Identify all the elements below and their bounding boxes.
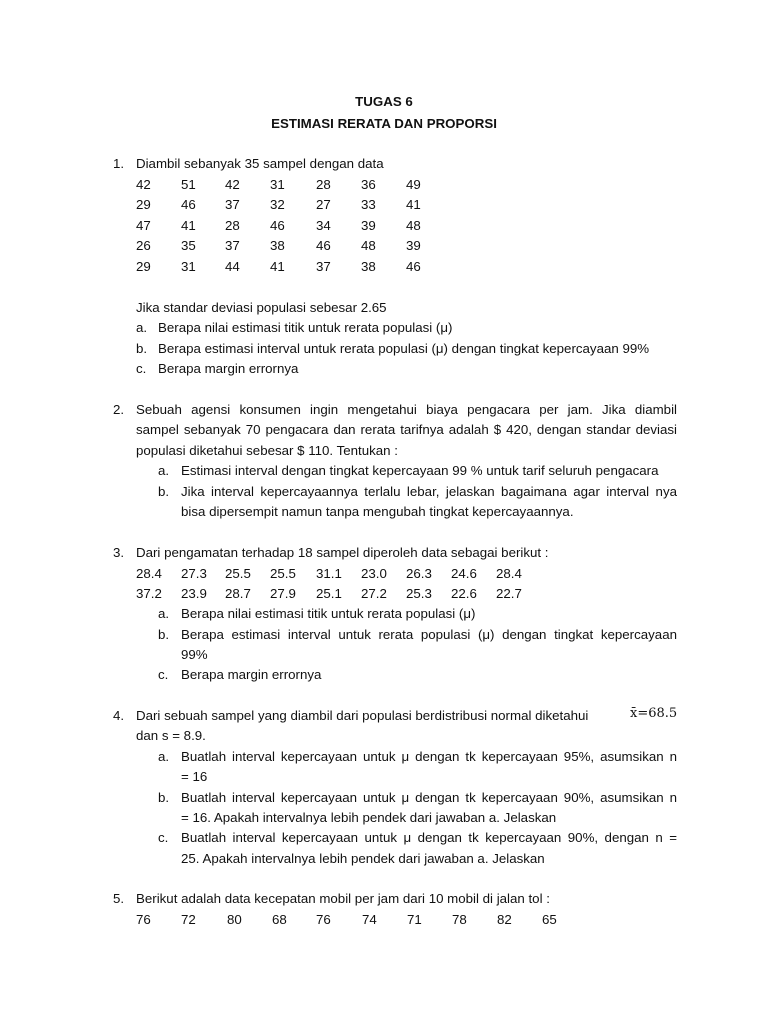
q2-item-b-text-2: bisa dipersempit namun tanpa mengubah tingkat kepercayaannya. (181, 504, 574, 519)
q2-number: 2. (113, 402, 125, 417)
q4-item-c-text-2: 25. Apakah intervalnya lebih pendek dari jawaban a. Jelaskan (181, 851, 545, 866)
q3-item-b-label: b. (158, 627, 170, 642)
q1-number: 1. (113, 156, 125, 171)
data-value: 71 (407, 912, 422, 927)
q4-item-b-label: b. (158, 790, 170, 805)
table-cell: 37.2 (136, 586, 162, 601)
table-cell: 23.9 (181, 586, 207, 601)
q4-item-a-label: a. (158, 749, 170, 764)
table-cell: 35 (181, 238, 196, 253)
table-cell: 42 (225, 177, 240, 192)
table-cell: 25.3 (406, 586, 432, 601)
table-cell: 51 (181, 177, 196, 192)
table-cell: 34 (316, 218, 331, 233)
table-cell: 32 (270, 197, 285, 212)
q1-intro: Diambil sebanyak 35 sampel dengan data (136, 156, 384, 171)
q4-item-a-text-1: Buatlah interval kepercayaan untuk μ dengan tk kepercayaan 95%, asumsikan n (181, 749, 677, 764)
table-cell: 37 (225, 197, 240, 212)
q1-item-b-label: b. (136, 341, 148, 356)
q4-item-c-text-1: Buatlah interval kepercayaan untuk μ dengan tk kepercayaan 90%, dengan n = (181, 830, 677, 845)
q3-intro: Dari pengamatan terhadap 18 sampel diperoleh data sebagai berikut : (136, 545, 549, 560)
q2-item-b-text-1: Jika interval kepercayaannya terlalu lebar, jelaskan bagaimana agar interval nya (181, 484, 677, 499)
q2-line-2: sampel sebanyak 70 pengacara dan rerata tarifnya adalah $ 420, dengan standar deviasi (136, 422, 677, 437)
q4-number: 4. (113, 708, 125, 723)
table-cell: 49 (406, 177, 421, 192)
q3-item-b-text-1: Berapa estimasi interval untuk rerata populasi (μ) dengan tingkat kepercayaan (181, 627, 677, 642)
table-cell: 39 (406, 238, 421, 253)
q1-item-b-text: Berapa estimasi interval untuk rerata populasi (μ) dengan tingkat kepercayaan 99% (158, 341, 650, 356)
table-cell: 27.2 (361, 586, 387, 601)
q1-note: Jika standar deviasi populasi sebesar 2.65 (136, 300, 387, 315)
data-value: 68 (272, 912, 287, 927)
data-value: 74 (362, 912, 377, 927)
table-cell: 26.3 (406, 566, 432, 581)
table-cell: 48 (406, 218, 421, 233)
table-cell: 29 (136, 197, 151, 212)
table-cell: 26 (136, 238, 151, 253)
table-cell: 28.7 (225, 586, 251, 601)
table-cell: 38 (361, 259, 376, 274)
table-cell: 31 (270, 177, 285, 192)
data-value: 82 (497, 912, 512, 927)
table-cell: 31.1 (316, 566, 342, 581)
table-cell: 39 (361, 218, 376, 233)
table-cell: 22.7 (496, 586, 522, 601)
q2-line-1: Sebuah agensi konsumen ingin mengetahui biaya pengacara per jam. Jika diambil (136, 402, 677, 417)
table-cell: 25.5 (225, 566, 251, 581)
doc-title: TUGAS 6 (355, 94, 413, 109)
q3-item-c-label: c. (158, 667, 169, 682)
table-cell: 27.3 (181, 566, 207, 581)
q3-number: 3. (113, 545, 125, 560)
q4-item-b-text-2: = 16. Apakah intervalnya lebih pendek dari jawaban a. Jelaskan (181, 810, 557, 825)
table-cell: 28.4 (496, 566, 522, 581)
table-cell: 36 (361, 177, 376, 192)
data-value: 78 (452, 912, 467, 927)
table-cell: 33 (361, 197, 376, 212)
table-cell: 44 (225, 259, 240, 274)
table-cell: 27.9 (270, 586, 296, 601)
q4-item-b-text-1: Buatlah interval kepercayaan untuk μ dengan tk kepercayaan 90%, asumsikan n (181, 790, 677, 805)
data-value: 72 (181, 912, 196, 927)
q4-line-1: Dari sebuah sampel yang diambil dari populasi berdistribusi normal diketahui (136, 708, 589, 723)
table-cell: 42 (136, 177, 151, 192)
q2-item-a-text: Estimasi interval dengan tingkat kepercayaan 99 % untuk tarif seluruh pengacara (181, 463, 659, 478)
q1-item-a-text: Berapa nilai estimasi titik untuk rerata populasi (μ) (158, 320, 453, 335)
doc-subtitle: ESTIMASI RERATA DAN PROPORSI (271, 116, 497, 131)
q4-line-2: dan s = 8.9. (136, 728, 206, 743)
q3-item-c-text: Berapa margin errornya (181, 667, 322, 682)
table-cell: 41 (270, 259, 285, 274)
q4-item-a-text-2: = 16 (181, 769, 208, 784)
q3-item-b-text-2: 99% (181, 647, 208, 662)
table-cell: 37 (225, 238, 240, 253)
q3-item-a-text: Berapa nilai estimasi titik untuk rerata populasi (μ) (181, 606, 476, 621)
table-cell: 41 (406, 197, 421, 212)
table-cell: 48 (361, 238, 376, 253)
table-cell: 27 (316, 197, 331, 212)
table-cell: 25.5 (270, 566, 296, 581)
table-cell: 22.6 (451, 586, 477, 601)
table-cell: 24.6 (451, 566, 477, 581)
table-cell: 31 (181, 259, 196, 274)
table-cell: 47 (136, 218, 151, 233)
q3-item-a-label: a. (158, 606, 170, 621)
q2-item-b-label: b. (158, 484, 170, 499)
table-cell: 28.4 (136, 566, 162, 581)
table-cell: 37 (316, 259, 331, 274)
table-cell: 46 (316, 238, 331, 253)
data-value: 76 (316, 912, 331, 927)
q4-item-c-label: c. (158, 830, 169, 845)
data-value: 65 (542, 912, 557, 927)
table-cell: 38 (270, 238, 285, 253)
data-value: 76 (136, 912, 151, 927)
q4-xbar-formula: x̄=68.5 (630, 706, 678, 721)
data-value: 80 (227, 912, 242, 927)
table-cell: 23.0 (361, 566, 387, 581)
table-cell: 46 (181, 197, 196, 212)
table-cell: 25.1 (316, 586, 342, 601)
table-cell: 28 (316, 177, 331, 192)
q1-item-a-label: a. (136, 320, 148, 335)
table-cell: 29 (136, 259, 151, 274)
q5-intro: Berikut adalah data kecepatan mobil per jam dari 10 mobil di jalan tol : (136, 891, 550, 906)
q1-item-c-text: Berapa margin errornya (158, 361, 299, 376)
table-cell: 46 (270, 218, 285, 233)
table-cell: 41 (181, 218, 196, 233)
q2-line-3: populasi diketahui sebesar $ 110. Tentukan : (136, 443, 398, 458)
q2-item-a-label: a. (158, 463, 170, 478)
table-cell: 46 (406, 259, 421, 274)
q5-number: 5. (113, 891, 125, 906)
table-cell: 28 (225, 218, 240, 233)
q1-item-c-label: c. (136, 361, 147, 376)
